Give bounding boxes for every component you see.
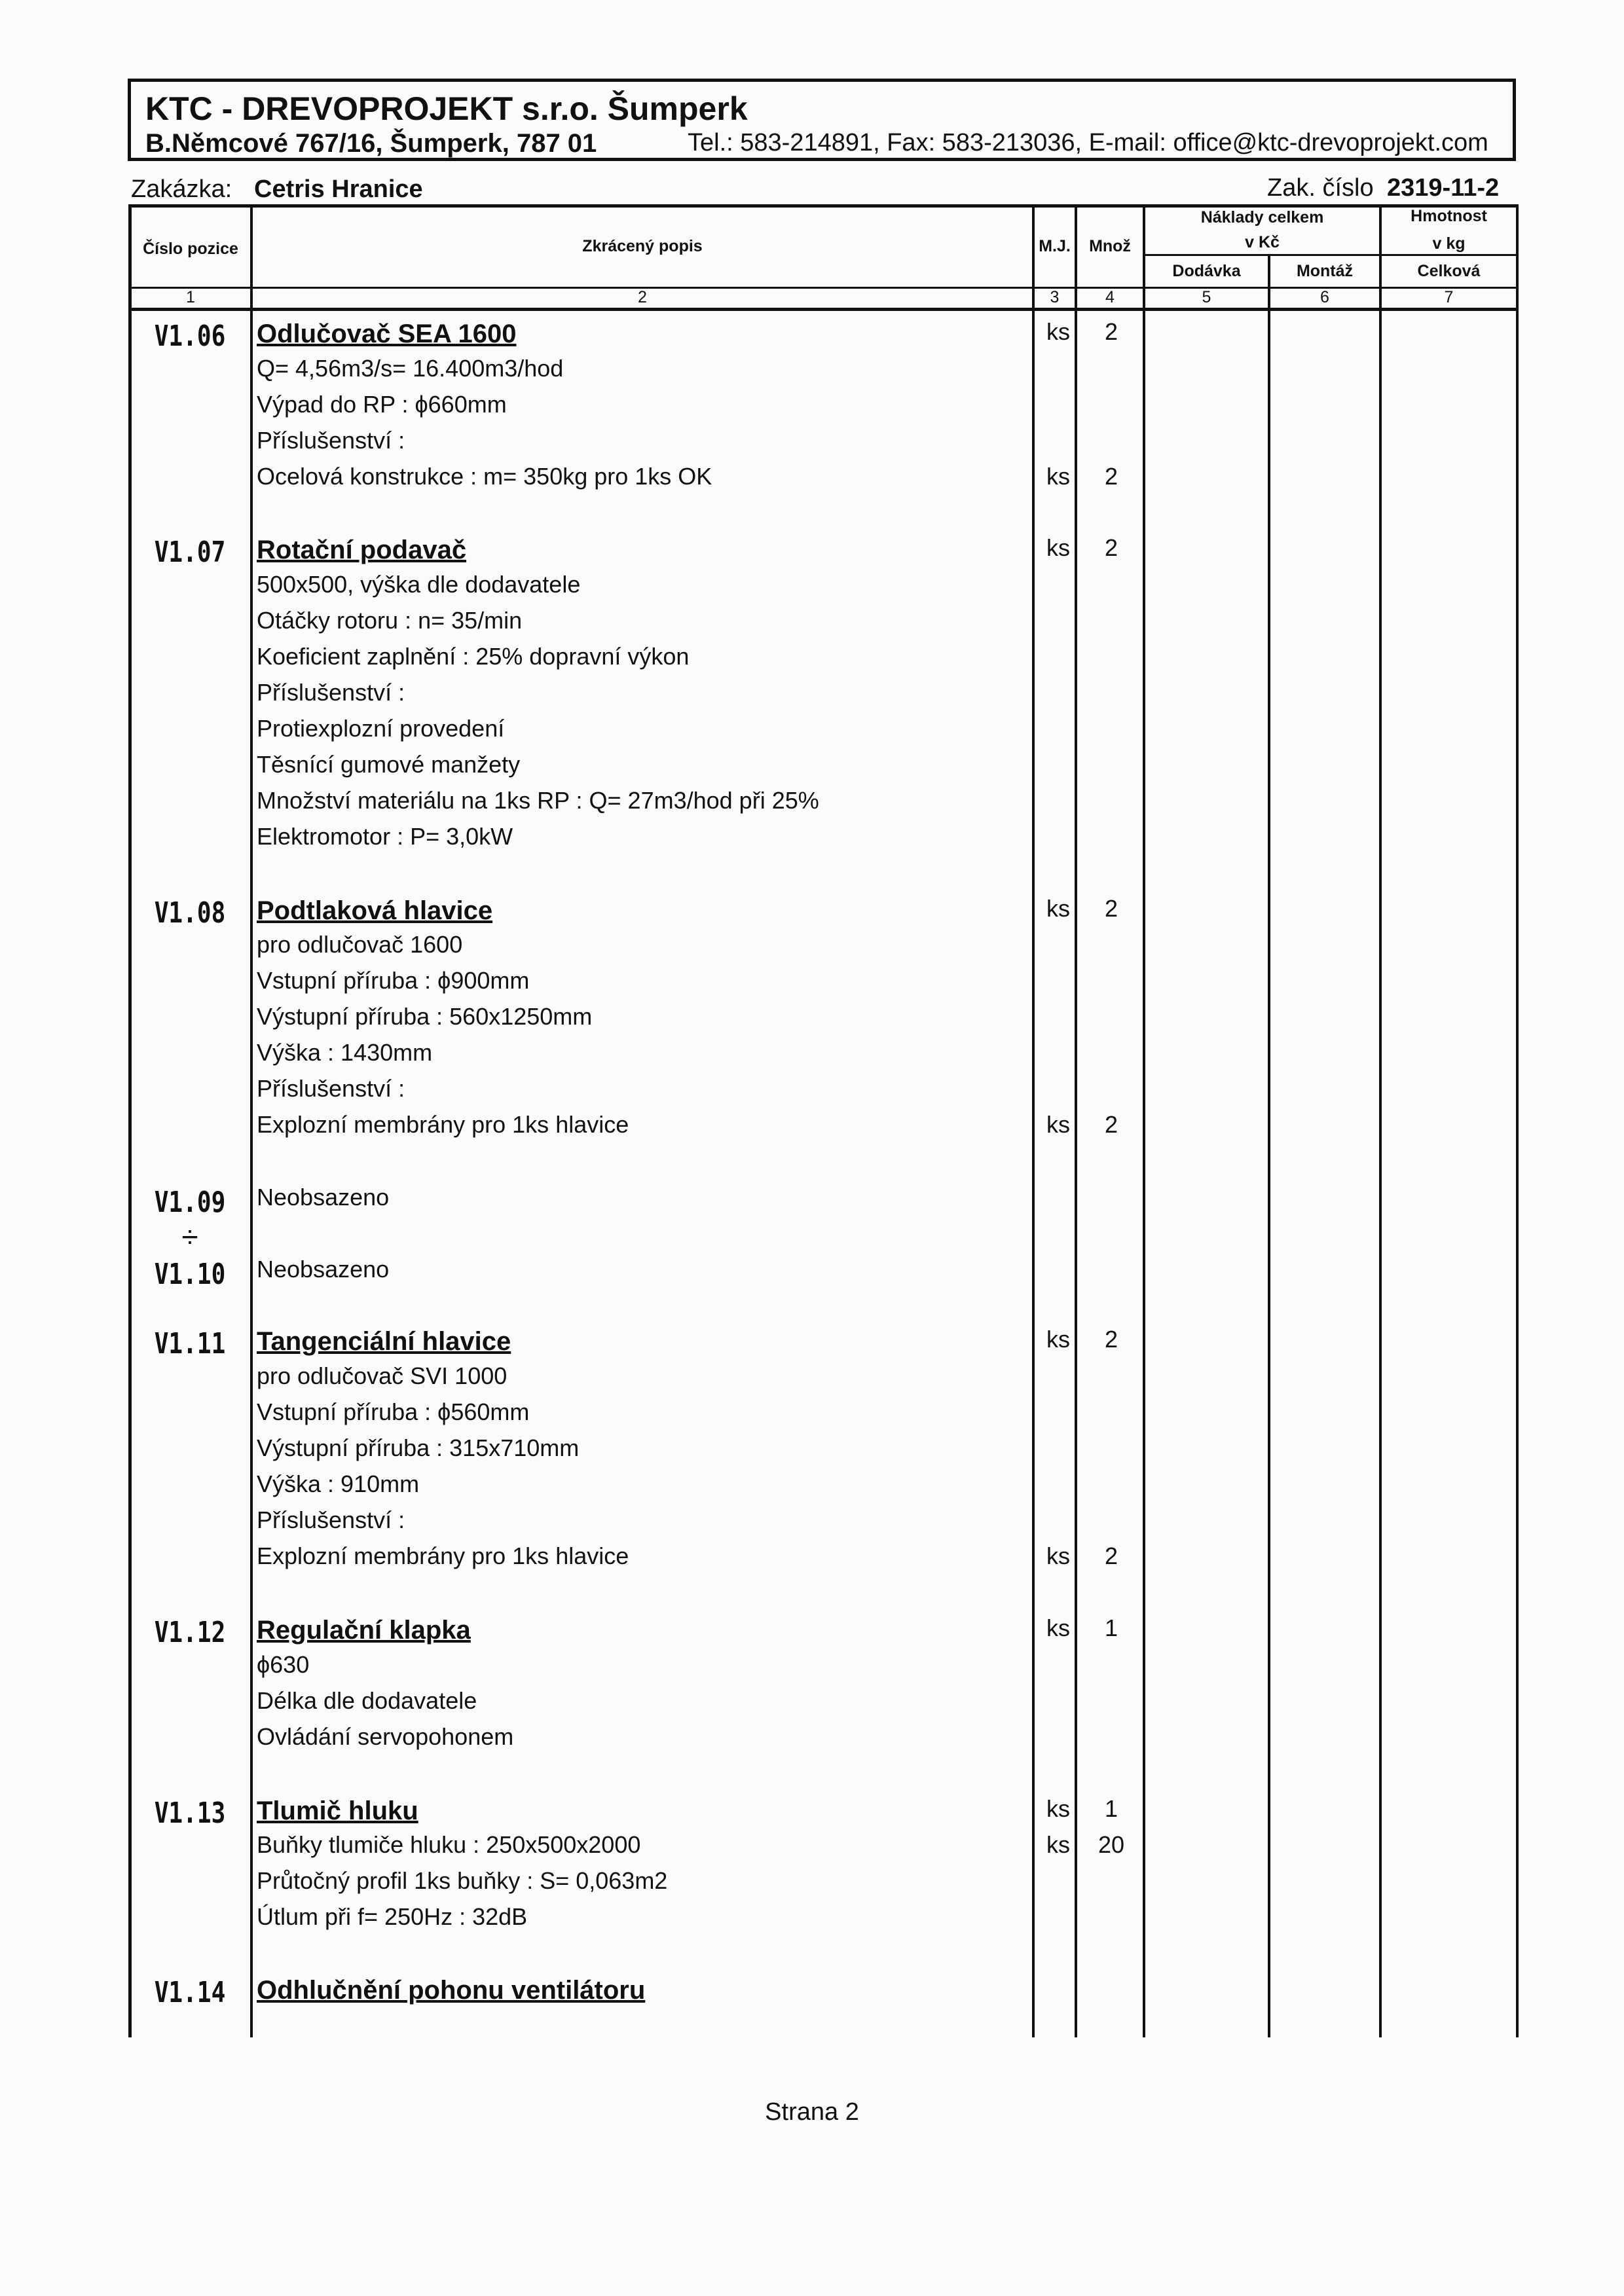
item-line: pro odlučovač 1600 (257, 931, 463, 958)
item-line: Q= 4,56m3/s= 16.400m3/hod (257, 355, 564, 382)
col-number: 2 (638, 288, 647, 306)
item-title: Odlučovač SEA 1600 (257, 319, 517, 348)
item-title: Rotační podavač (257, 536, 467, 564)
item-qty: 2 (1104, 1111, 1118, 1138)
item-line: Vstupní příruba : ϕ560mm (257, 1398, 530, 1425)
col-header-unit: M.J. (1039, 237, 1071, 255)
page-number: Strana 2 (765, 2098, 859, 2126)
item-line: Délka dle dodavatele (257, 1687, 477, 1714)
range-symbol: ÷ (181, 1220, 198, 1254)
item-position: V1.10 (154, 1258, 226, 1291)
item-line: Výpad do RP : ϕ660mm (257, 391, 507, 418)
item-line: Neobsazeno (257, 1256, 390, 1283)
item-line: Explozní membrány pro 1ks hlavice (257, 1542, 629, 1569)
order-label: Zakázka: (131, 175, 232, 203)
company-header (128, 79, 1516, 161)
item-line: Ocelová konstrukce : m= 350kg pro 1ks OK (257, 463, 712, 490)
item-unit: ks (1046, 318, 1070, 345)
item-line: Útlum při f= 250Hz : 32dB (257, 1903, 528, 1930)
item-title: Podtlaková hlavice (257, 896, 493, 925)
col-header-weight: Hmotnost (1411, 207, 1487, 225)
item-title: Odhlučnění pohonu ventilátoru (257, 1976, 646, 2005)
col-header-pos: Číslo pozice (143, 240, 238, 258)
col-header-weight-total: Celková (1417, 262, 1481, 280)
item-line: Příslušenství : (257, 1075, 405, 1102)
col-number: 7 (1444, 288, 1454, 306)
item-position: V1.06 (154, 319, 226, 353)
item-line: Protiexplozní provedení (257, 715, 505, 742)
item-line: pro odlučovač SVI 1000 (257, 1362, 507, 1389)
item-line: Množství materiálu na 1ks RP : Q= 27m3/hod při 25% (257, 787, 819, 814)
item-line: Těsnící gumové manžety (257, 751, 521, 778)
item-unit: ks (1046, 534, 1070, 561)
item-position: V1.09 (154, 1186, 226, 1219)
item-line: Výška : 910mm (257, 1470, 420, 1497)
item-line: Neobsazeno (257, 1184, 390, 1211)
item-line: Průtočný profil 1ks buňky : S= 0,063m2 (257, 1867, 668, 1894)
item-title: Tangenciální hlavice (257, 1327, 511, 1356)
item-unit: ks (1046, 895, 1070, 922)
item-qty: 2 (1104, 534, 1118, 561)
item-line: Příslušenství : (257, 427, 405, 454)
col-header-weight-unit: v kg (1432, 234, 1466, 253)
item-position: V1.14 (154, 1976, 226, 2009)
col-header-assembly: Montáž (1296, 262, 1354, 280)
item-line: Výstupní příruba : 315x710mm (257, 1434, 580, 1461)
item-line: Příslušenství : (257, 679, 405, 706)
item-position: V1.07 (154, 536, 226, 569)
item-line: Vstupní příruba : ϕ900mm (257, 967, 530, 994)
order-number: 2319-11-2 (1387, 174, 1500, 202)
item-position: V1.08 (154, 896, 226, 930)
item-qty: 1 (1104, 1795, 1118, 1822)
item-qty: 2 (1104, 1326, 1118, 1353)
item-title: Tlumič hluku (257, 1796, 418, 1825)
item-line: Otáčky rotoru : n= 35/min (257, 607, 523, 634)
item-line: Koeficient zaplnění : 25% dopravní výkon (257, 643, 690, 670)
item-position: V1.11 (154, 1327, 226, 1360)
item-line: Výstupní příruba : 560x1250mm (257, 1003, 593, 1030)
col-header-desc: Zkrácený popis (582, 237, 703, 255)
col-number: 3 (1050, 288, 1060, 306)
company-name: KTC - DREVOPROJEKT s.r.o. Šumperk (145, 90, 748, 127)
item-line: ϕ630 (257, 1651, 310, 1678)
item-line: Výška : 1430mm (257, 1039, 433, 1066)
item-unit: ks (1046, 1795, 1070, 1822)
col-header-costs-unit: v Kč (1245, 233, 1280, 251)
item-line: Explozní membrány pro 1ks hlavice (257, 1111, 629, 1138)
item-unit: ks (1046, 1326, 1070, 1353)
col-number: 6 (1320, 288, 1329, 306)
item-unit: ks (1046, 1831, 1070, 1858)
item-title: Regulační klapka (257, 1616, 471, 1645)
col-header-supply: Dodávka (1172, 262, 1241, 280)
item-line: Příslušenství : (257, 1506, 405, 1533)
item-line: 500x500, výška dle dodavatele (257, 571, 581, 598)
col-number: 1 (186, 288, 195, 306)
item-qty: 20 (1098, 1831, 1125, 1858)
item-line: Elektromotor : P= 3,0kW (257, 823, 513, 850)
item-unit: ks (1046, 1542, 1070, 1569)
col-header-qty: Množ (1089, 237, 1131, 255)
item-unit: ks (1046, 1111, 1070, 1138)
item-unit: ks (1046, 1614, 1070, 1641)
order-number-label: Zak. číslo (1267, 174, 1374, 202)
item-qty: 2 (1104, 895, 1118, 922)
company-address: B.Němcové 767/16, Šumperk, 787 01 (145, 129, 597, 158)
item-unit: ks (1046, 463, 1070, 490)
item-qty: 2 (1104, 463, 1118, 490)
col-number: 5 (1202, 288, 1211, 306)
order-name: Cetris Hranice (254, 175, 423, 203)
item-qty: 1 (1104, 1614, 1118, 1641)
col-number: 4 (1105, 288, 1115, 306)
item-qty: 2 (1104, 318, 1118, 345)
item-line: Buňky tlumiče hluku : 250x500x2000 (257, 1831, 641, 1858)
item-position: V1.13 (154, 1796, 226, 1830)
item-position: V1.12 (154, 1616, 226, 1649)
company-contact: Tel.: 583-214891, Fax: 583-213036, E-mail: office@ktc-drevoprojekt.com (688, 129, 1488, 156)
col-header-costs: Náklady celkem (1200, 208, 1324, 227)
item-qty: 2 (1104, 1542, 1118, 1569)
item-line: Ovládání servopohonem (257, 1723, 514, 1750)
